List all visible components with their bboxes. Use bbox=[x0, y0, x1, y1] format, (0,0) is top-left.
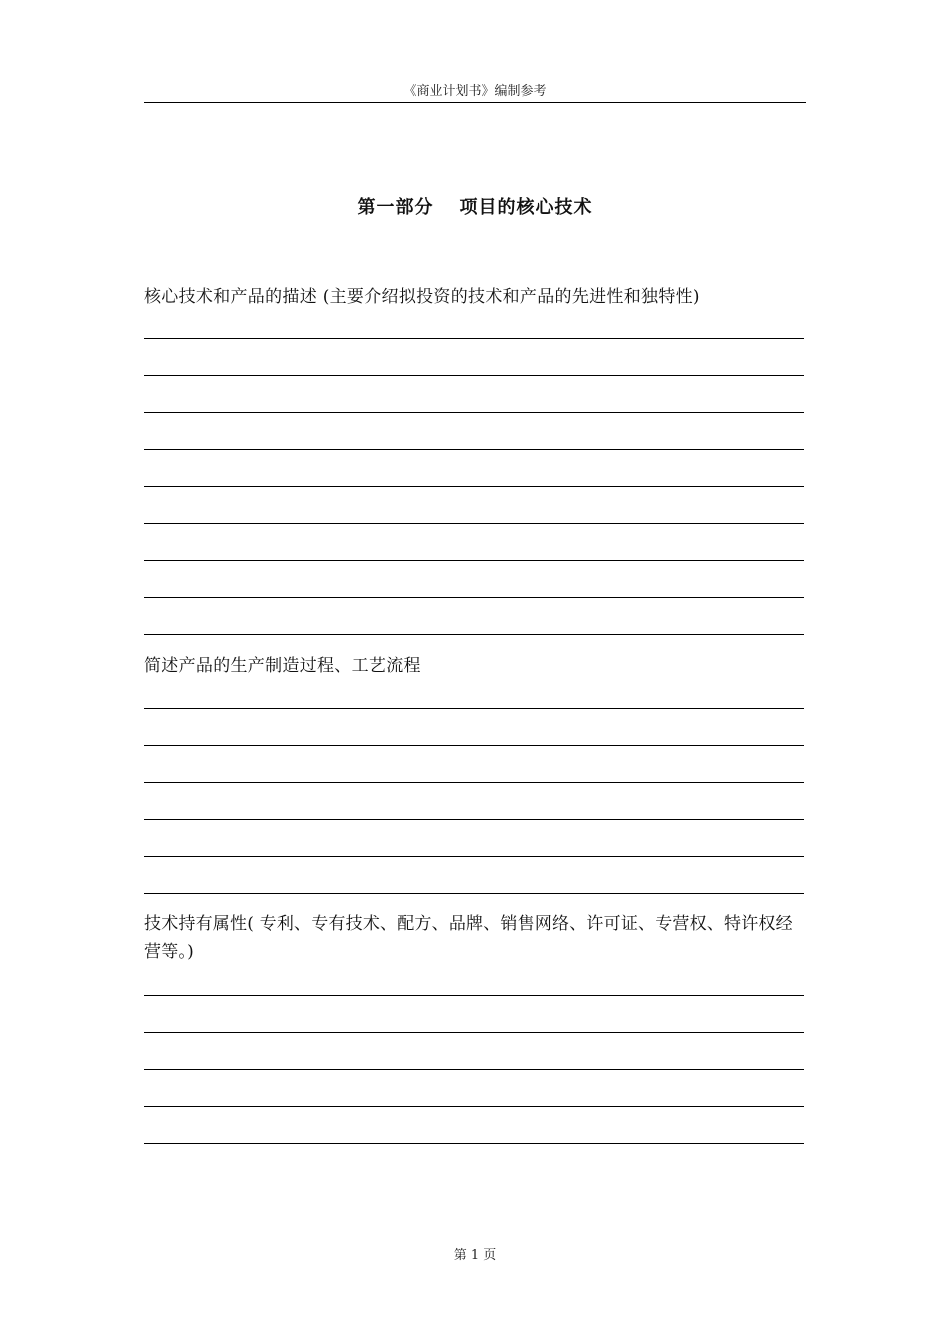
page-footer bbox=[144, 1247, 806, 1265]
writing-line[interactable] bbox=[144, 597, 804, 598]
writing-line[interactable] bbox=[144, 708, 804, 709]
writing-line[interactable] bbox=[144, 523, 804, 524]
page-header bbox=[144, 84, 806, 103]
writing-line[interactable] bbox=[144, 1069, 804, 1070]
prompt-core-tech: 核心技术和产品的描述 (主要介绍拟投资的技术和产品的先进性和独特性) bbox=[144, 287, 700, 307]
prompt-production-process: 简述产品的生产制造过程、工艺流程 bbox=[144, 656, 421, 676]
writing-line[interactable] bbox=[144, 782, 804, 783]
writing-line[interactable] bbox=[144, 338, 804, 339]
writing-line[interactable] bbox=[144, 745, 804, 746]
writing-line[interactable] bbox=[144, 1143, 804, 1144]
section-title bbox=[144, 196, 806, 220]
page-number: 第 1 页 bbox=[453, 1248, 497, 1263]
writing-line[interactable] bbox=[144, 560, 804, 561]
writing-line[interactable] bbox=[144, 486, 804, 487]
writing-line[interactable] bbox=[144, 856, 804, 857]
writing-line[interactable] bbox=[144, 412, 804, 413]
header-title: 《商业计划书》编制参考 bbox=[403, 84, 547, 99]
writing-line[interactable] bbox=[144, 893, 804, 894]
writing-line[interactable] bbox=[144, 375, 804, 376]
section-name: 项目的核心技术 bbox=[459, 197, 593, 218]
writing-line[interactable] bbox=[144, 449, 804, 450]
writing-line[interactable] bbox=[144, 819, 804, 820]
writing-line[interactable] bbox=[144, 995, 804, 996]
section-number: 第一部分 bbox=[357, 197, 434, 218]
writing-line[interactable] bbox=[144, 634, 804, 635]
writing-line[interactable] bbox=[144, 1032, 804, 1033]
prompt-ownership: 技术持有属性( 专利、专有技术、配方、品牌、销售网络、许可证、专营权、特许权经营等。) bbox=[144, 914, 793, 962]
writing-line[interactable] bbox=[144, 1106, 804, 1107]
